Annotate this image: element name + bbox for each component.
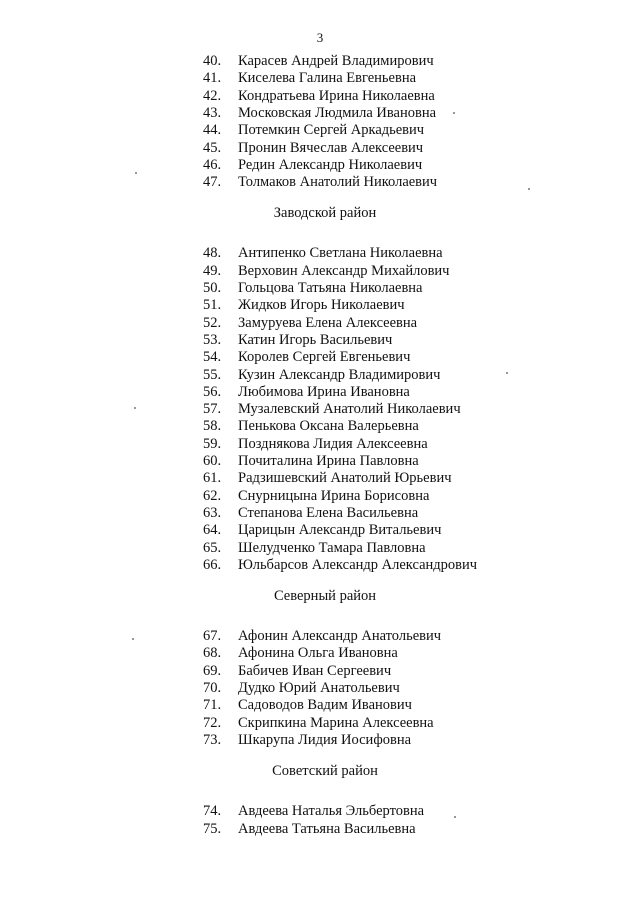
person-name: Гольцова Татьяна Николаевна: [238, 280, 423, 296]
person-name: Шелудченко Тамара Павловна: [238, 539, 426, 556]
item-number: 56.: [203, 383, 222, 400]
person-name: Позднякова Лидия Алексеевна: [238, 435, 428, 452]
item-number: 60.: [203, 453, 222, 469]
list-item: [0, 383, 640, 401]
person-name: Степанова Елена Васильевна: [238, 504, 419, 521]
person-name: Редин Александр Николаевич: [238, 156, 423, 173]
person-name: Авдеева Татьяна Васильевна: [238, 820, 416, 837]
person-name: Катин Игорь Васильевич: [238, 331, 393, 348]
person-name: Музалевский Анатолий Николаевич: [238, 401, 461, 418]
item-number: 57.: [203, 401, 222, 418]
person-name: Юльбарсов Александр Александрович: [238, 556, 478, 573]
person-name: Шкарупа Лидия Иосифовна: [238, 731, 412, 748]
person-name: Пронин Вячеслав Алексеевич: [238, 139, 424, 156]
scan-speck: [528, 188, 530, 190]
list-item: [0, 348, 640, 366]
person-name: Авдеева Наталья Эльбертовна: [238, 803, 425, 820]
list-item: [0, 679, 640, 697]
person-name: Замуруева Елена Алексеевна: [238, 314, 418, 331]
item-number: 40.: [203, 53, 222, 69]
list-item: [0, 244, 640, 262]
list-item: [0, 173, 640, 191]
item-number: 51.: [203, 297, 222, 314]
list-item: [0, 52, 640, 70]
item-number: 45.: [203, 139, 222, 156]
person-name: Любимова Ирина Ивановна: [238, 383, 410, 400]
item-number: 65.: [203, 539, 222, 556]
item-number: 74.: [203, 803, 222, 820]
list-item: [0, 731, 640, 749]
person-name: Снурницына Ирина Борисовна: [238, 487, 430, 504]
list-item: [0, 331, 640, 349]
person-name: Почиталина Ирина Павловна: [238, 453, 419, 469]
item-number: 67.: [203, 628, 222, 645]
list-item: [0, 556, 640, 574]
item-number: 72.: [203, 714, 222, 731]
list-item: [0, 820, 640, 838]
person-name: Кузин Александр Владимирович: [238, 366, 441, 383]
list-item: [0, 435, 640, 453]
list-item: [0, 139, 640, 157]
person-name: Верховин Александр Михайлович: [238, 262, 450, 279]
list-item: [0, 521, 640, 539]
person-name: Царицын Александр Витальевич: [238, 522, 442, 539]
item-number: 73.: [203, 731, 222, 748]
item-number: 44.: [203, 122, 222, 139]
item-number: 55.: [203, 366, 222, 383]
list-item: [0, 539, 640, 557]
person-name: Радзишевский Анатолий Юрьевич: [238, 470, 452, 487]
item-number: 46.: [203, 156, 222, 173]
person-name: Кондратьева Ирина Николаевна: [238, 87, 435, 104]
item-number: 48.: [203, 245, 222, 262]
list-item: [0, 156, 640, 174]
scan-speck: [453, 112, 455, 114]
item-number: 50.: [203, 280, 222, 296]
item-number: 42.: [203, 87, 222, 104]
item-number: 64.: [203, 522, 222, 539]
item-number: 58.: [203, 418, 222, 435]
list-item: [0, 469, 640, 487]
person-name: Бабичев Иван Сергеевич: [238, 662, 392, 679]
list-item: [0, 714, 640, 732]
district-heading: Северный район: [273, 588, 377, 605]
person-name: Киселева Галина Евгеньевна: [238, 70, 417, 87]
person-name: Афонина Ольга Ивановна: [238, 645, 398, 662]
person-name: Потемкин Сергей Аркадьевич: [238, 122, 425, 139]
item-number: 53.: [203, 331, 222, 348]
list-item: [0, 121, 640, 139]
list-item: [0, 296, 640, 314]
list-item: [0, 400, 640, 418]
scan-speck: [454, 816, 456, 818]
person-name: Королев Сергей Евгеньевич: [238, 349, 411, 366]
item-number: 75.: [203, 820, 222, 837]
scan-speck: [134, 407, 136, 409]
person-name: Московская Людмила Ивановна: [238, 104, 437, 121]
item-number: 63.: [203, 504, 222, 521]
list-item: [0, 366, 640, 384]
item-number: 70.: [203, 680, 222, 696]
list-item: [0, 262, 640, 280]
person-name: Толмаков Анатолий Николаевич: [238, 174, 438, 191]
list-item: [0, 314, 640, 332]
person-name: Скрипкина Марина Алексеевна: [238, 714, 434, 731]
scan-speck: [135, 172, 137, 174]
list-item: [0, 417, 640, 435]
item-number: 47.: [203, 174, 222, 191]
list-item: [0, 87, 640, 105]
item-number: 41.: [203, 70, 222, 87]
item-number: 66.: [203, 556, 222, 573]
list-item: [0, 452, 640, 470]
district-heading: Заводской район: [273, 205, 377, 222]
item-number: 69.: [203, 662, 222, 679]
list-item: [0, 662, 640, 680]
list-item: [0, 279, 640, 297]
item-number: 52.: [203, 314, 222, 331]
district-heading: Советский район: [272, 763, 378, 780]
person-name: Карасев Андрей Владимирович: [238, 53, 434, 69]
item-number: 68.: [203, 645, 222, 662]
person-name: Жидков Игорь Николаевич: [238, 297, 405, 314]
item-number: 54.: [203, 349, 222, 366]
item-number: 71.: [203, 697, 222, 714]
person-name: Антипенко Светлана Николаевна: [238, 245, 443, 262]
person-name: Афонин Александр Анатольевич: [238, 628, 442, 645]
list-item: [0, 627, 640, 645]
list-item: [0, 644, 640, 662]
scan-speck: [132, 638, 134, 640]
list-item: [0, 696, 640, 714]
item-number: 49.: [203, 262, 222, 279]
item-number: 62.: [203, 487, 222, 504]
item-number: 61.: [203, 470, 222, 487]
list-item: [0, 69, 640, 87]
list-item: [0, 104, 640, 122]
page-number: 3: [316, 30, 324, 45]
person-name: Пенькова Оксана Валерьевна: [238, 418, 419, 435]
person-name: Дудко Юрий Анатольевич: [238, 680, 400, 696]
person-name: Садоводов Вадим Иванович: [238, 697, 412, 714]
list-item: [0, 487, 640, 505]
item-number: 43.: [203, 104, 222, 121]
item-number: 59.: [203, 435, 222, 452]
list-item: [0, 802, 640, 820]
list-item: [0, 504, 640, 522]
scan-speck: [506, 372, 508, 374]
